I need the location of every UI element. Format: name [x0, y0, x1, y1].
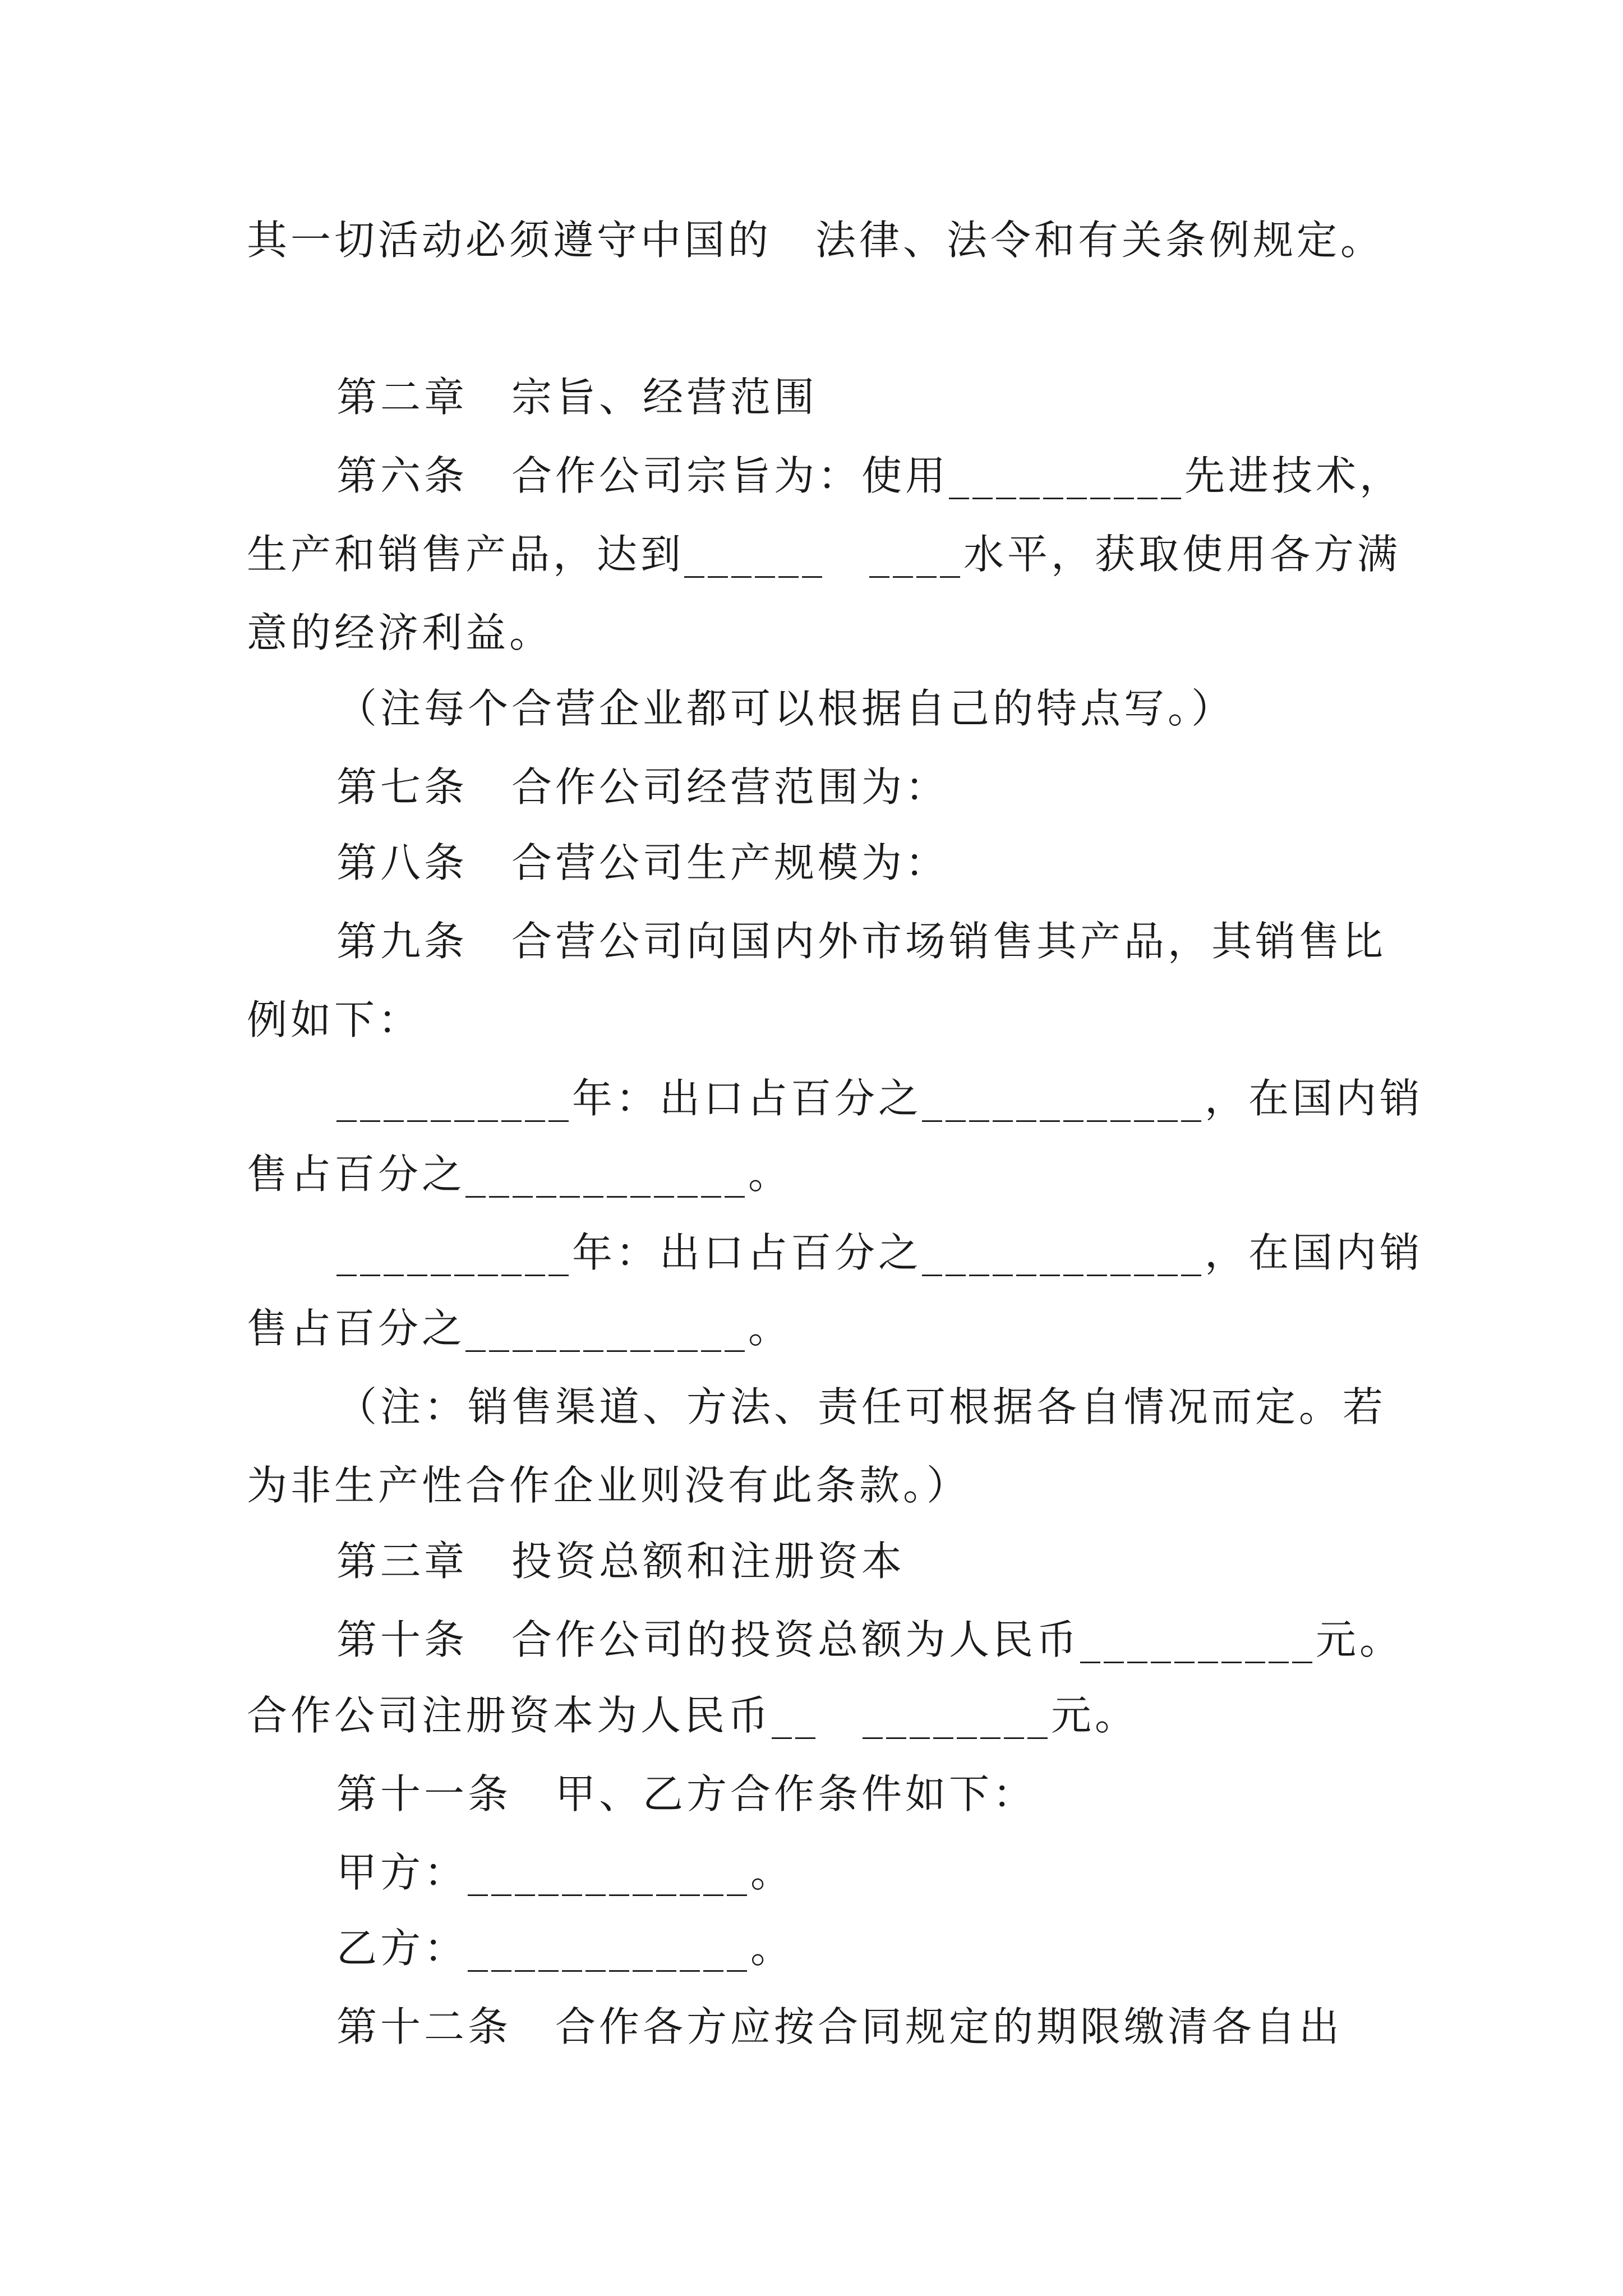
note-text: 为非生产性合作企业则没有此条款。） [247, 1462, 971, 1509]
article-text: 第八条 合营公司生产规模为： [336, 839, 949, 886]
article-text: 第六条 合作公司宗旨为：使用__________先进技术， [336, 452, 1404, 499]
article-text: 第九条 合营公司向国内外市场销售其产品，其销售比 [336, 918, 1387, 965]
chapter-heading: 第二章 宗旨、经营范围 [336, 374, 818, 421]
note-text: （注：销售渠道、方法、责任可根据各自情况而定。若 [336, 1383, 1387, 1430]
text-line: 意的经济利益。 [247, 609, 554, 656]
article-text: 第十条 合作公司的投资总额为人民币__________元。 [336, 1616, 1404, 1663]
article-text: 第七条 合作公司经营范围为： [336, 763, 949, 811]
article-text: 第十二条 合作各方应按合同规定的期限缴清各自出 [336, 2003, 1343, 2050]
chapter-heading: 第三章 投资总额和注册资本 [336, 1538, 906, 1585]
party-a-line: 甲方：____________。 [336, 1849, 795, 1896]
article-text: 第十一条 甲、乙方合作条件如下： [336, 1770, 1037, 1818]
text-line: 其一切活动必须遵守中国的 法律、法令和有关条例规定。 [247, 217, 1385, 264]
fill-in-line: __________年：出口占百分之____________，在国内销 [336, 1075, 1424, 1122]
fill-in-line: 售占百分之____________。 [247, 1151, 792, 1198]
fill-in-line: 合作公司注册资本为人民币__ ________元。 [247, 1692, 1139, 1739]
fill-in-line: __________年：出口占百分之____________，在国内销 [336, 1229, 1424, 1276]
party-b-line: 乙方：____________。 [336, 1925, 795, 1972]
text-line: 例如下： [247, 996, 422, 1043]
text-line: 生产和销售产品，达到______ ____水平，获取使用各方满 [247, 531, 1401, 578]
fill-in-line: 售占百分之____________。 [247, 1305, 792, 1352]
note-text: （注每个合营企业都可以根据自己的特点写。） [336, 685, 1235, 732]
